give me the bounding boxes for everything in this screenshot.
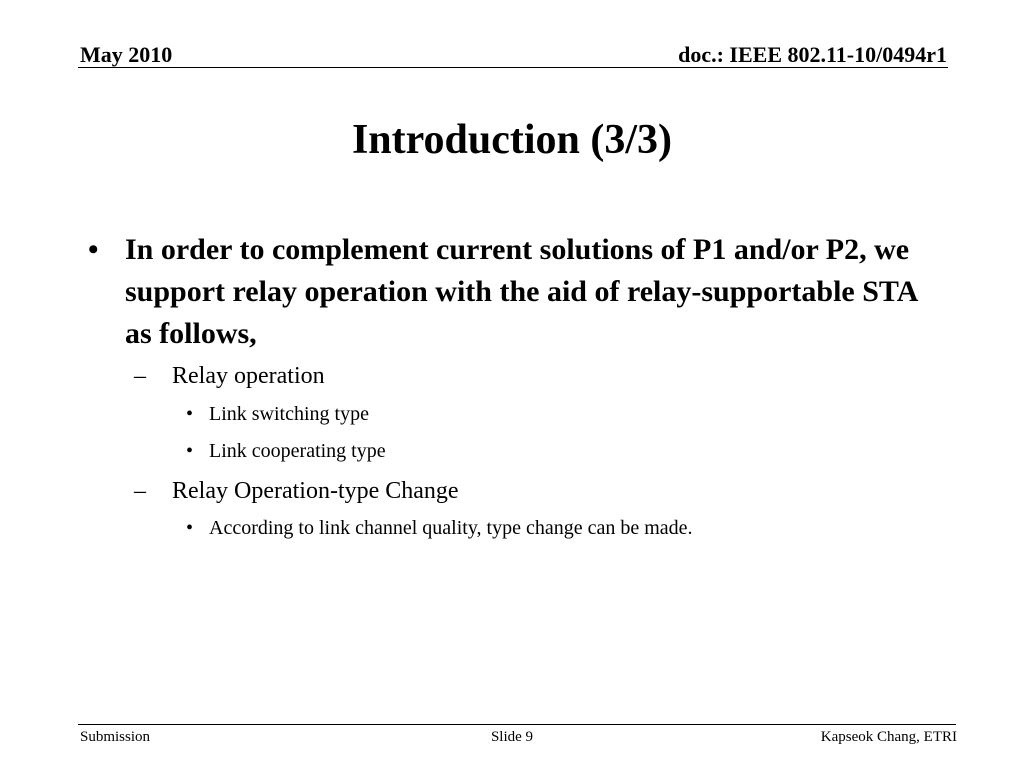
bullet-glyph: • — [186, 440, 194, 462]
footer-divider — [78, 724, 956, 725]
dash-glyph: – — [134, 478, 146, 504]
sub-item-relay-operation — [134, 362, 325, 390]
sub-item-label: Relay operation — [172, 363, 325, 389]
footer-submission: Submission — [80, 729, 151, 745]
bullet-glyph: • — [186, 403, 194, 425]
slide-title: Introduction (3/3) — [351, 117, 673, 163]
sub-item-relay-operation-type-change — [134, 477, 459, 505]
sub-sub-item-label: Link cooperating type — [209, 440, 386, 462]
dash-glyph: – — [134, 363, 146, 389]
sub-sub-item — [186, 439, 386, 463]
bullet-glyph: • — [186, 517, 194, 539]
sub-sub-item-label: Link switching type — [209, 403, 369, 425]
footer-slide-number: Slide 9 — [490, 729, 534, 745]
main-bullet — [88, 229, 938, 355]
sub-item-label: Relay Operation-type Change — [172, 478, 459, 504]
sub-sub-item — [186, 402, 369, 426]
main-bullet-text: In order to complement current solutions of P1 and/or P2, we support relay operation with the aid of relay-supportable STA as follows, — [125, 233, 917, 350]
bullet-glyph: • — [88, 233, 99, 266]
footer-author: Kapseok Chang, ETRI — [820, 729, 957, 745]
header-date: May 2010 — [80, 42, 173, 67]
sub-sub-item-label: According to link channel quality, type change can be made. — [209, 517, 693, 539]
header-divider — [78, 67, 948, 68]
header-doc-id: doc.: IEEE 802.11-10/0494r1 — [678, 42, 947, 67]
sub-sub-item — [186, 516, 693, 540]
